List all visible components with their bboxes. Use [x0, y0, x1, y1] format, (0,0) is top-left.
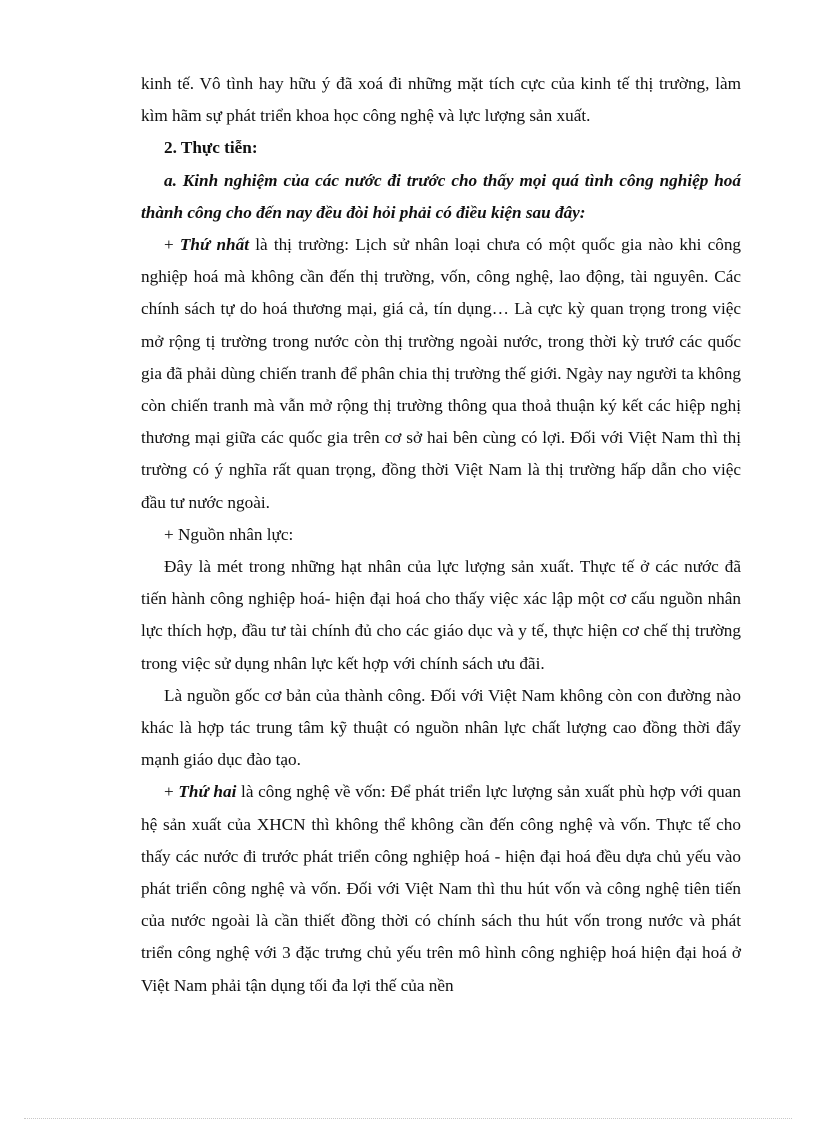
subsection-heading: a. Kinh nghiệm của các nước đi trước cho thấy mọi quá tình công nghiệp hoá thành công cho đến nay đều đòi hỏi phải có điều kiện sau đây: — [141, 170, 741, 222]
emphasis-first: Thứ nhất — [179, 235, 249, 255]
paragraph-technology-text: là công nghệ về vốn: Để phát triển lực lượng sản xuất phù hợp với quan hệ sản xuất của XHCN thì không thể không cần đến công nghệ và vốn. Thực tế cho thấy các nước đi trước phát triển công nghiệp hoá - hiện đại hoá đều dựa chủ yếu vào phát triển công nghệ và vốn. Đối với Việt Nam thì thu hút vốn và công nghệ tiên tiến của nước ngoài là cần thiết đồng thời có chính sách thu hút vốn trong nước và phát triển công nghệ với 3 đặc trưng chủ yếu trên mô hình công nghiệp hoá hiện đại hoá ở Việt Nam phải tận dụng tối đa lợi thế của nền — [141, 782, 741, 995]
paragraph-continuation: kinh tế. Vô tình hay hữu ý đã xoá đi những mặt tích cực của kinh tế thị trường, làm kìm hãm sự phát triển khoa học công nghệ và lực lượng sản xuất. — [141, 74, 741, 126]
bullet-marker: + — [164, 782, 179, 802]
paragraph-technology-capital — [141, 776, 741, 1001]
paragraph-market-text: là thị trường: Lịch sử nhân loại chưa có một quốc gia nào khi công nghiệp hoá mà không cần đến thị trường, vốn, công nghệ, lao động, tài nguyên. Các chính sách tự do hoá thương mại, giá cả, tín dụng… Là cực kỳ quan trọng trong việc mở rộng tị trường trong nước còn thị trường ngoài nước, trong thời kỳ trướ các quốc gia đã phải dùng chiến tranh để phân chia thị trường thế giới. Ngày nay người ta không còn chiến tranh mà vẫn mở rộng thị trường thông qua thoả thuận ký kết các hiệp nghị thương mại giữa các quốc gia trên cơ sở hai bên cùng có lợi. Đối với Việt Nam thì thị trường có ý nghĩa rất quan trọng, đồng thời Việt Nam là thị trường hấp dẫn cho việc đầu tư nước ngoài. — [141, 235, 742, 512]
paragraph-market — [141, 229, 741, 519]
emphasis-second: Thứ hai — [178, 782, 237, 802]
document-page — [141, 68, 741, 1002]
section-heading: 2. Thực tiễn: — [164, 138, 258, 158]
bullet-marker: + — [164, 235, 180, 255]
paragraph-human-resources-1: Đây là mét trong những hạt nhân của lực lượng sản xuất. Thực tế ở các nước đã tiến hành công nghiệp hoá- hiện đại hoá cho thấy việc xác lập một cơ cấu nguồn nhân lực thích hợp, đầu tư tài chính đủ cho các giáo dục và y tế, thực hiện cơ chế thị trường trong việc sử dụng nhân lực kết hợp với chính sách ưu đãi. — [141, 557, 741, 673]
page-bottom-divider — [24, 1118, 792, 1119]
paragraph-human-resources-2: Là nguồn gốc cơ bản của thành công. Đối với Việt Nam không còn con đường nào khác là hợp tác trung tâm kỹ thuật có nguồn nhân lực chất lượng cao đồng thời đẩy mạnh giáo dục đào tạo. — [141, 685, 741, 770]
paragraph-human-resources-title: + Nguồn nhân lực: — [164, 524, 294, 544]
